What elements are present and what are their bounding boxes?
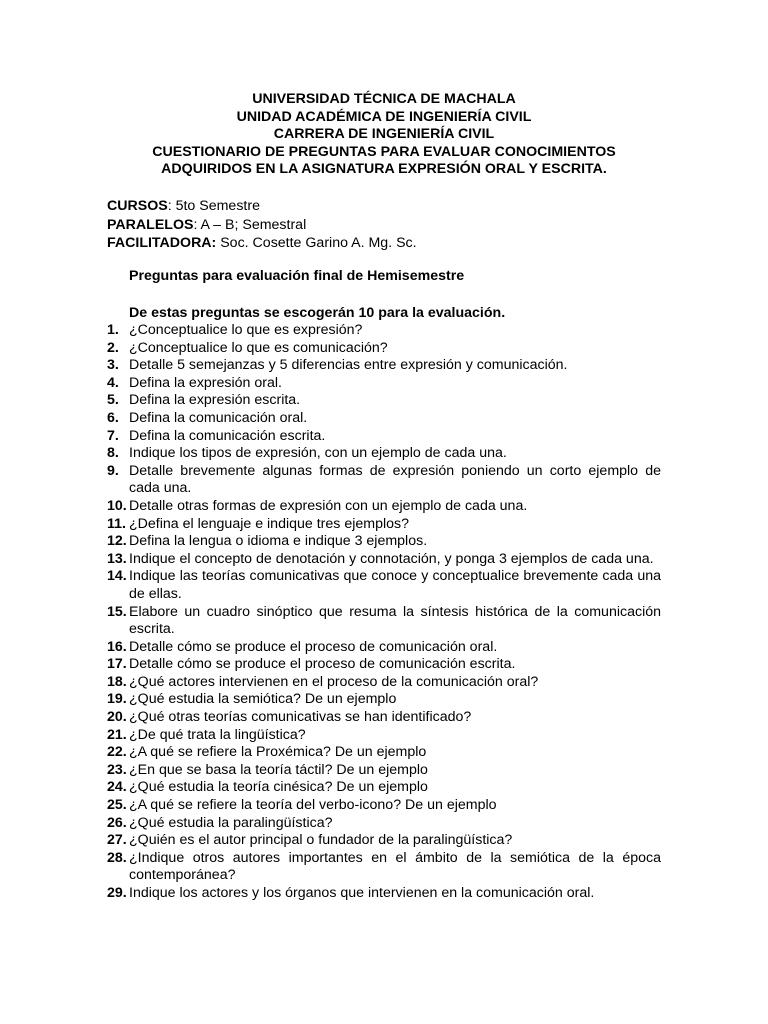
question-text: Indique los actores y los órganos que intervienen en la comunicación oral. [129, 885, 595, 901]
question-item [107, 551, 661, 569]
question-text: ¿Conceptualice lo que es comunicación? [129, 339, 388, 356]
question-number: 27. [107, 832, 127, 849]
question-number: 5. [107, 392, 119, 409]
facilitadora-value: Soc. Cosette Garino A. Mg. Sc. [216, 235, 417, 251]
question-item [107, 568, 661, 603]
cursos-line [107, 197, 417, 216]
document-header [90, 91, 678, 179]
question-text: ¿Qué estudia la semiótica? De un ejemplo [129, 691, 397, 708]
question-text: Defina la expresión oral. [129, 374, 282, 391]
question-item [107, 815, 661, 833]
question-text: ¿En que se basa la teoría táctil? De un ejemplo [129, 761, 428, 778]
question-number: 22. [107, 744, 127, 761]
question-item [107, 463, 661, 498]
question-text: ¿Quién es el autor principal o fundador de la paralingüística? [129, 832, 513, 849]
question-item [107, 445, 661, 463]
question-text: ¿De qué trata la lingüística? [129, 726, 306, 743]
evaluation-heading: Preguntas para evaluación final de Hemisemestre [129, 268, 465, 284]
question-item [107, 604, 661, 639]
question-list [107, 322, 661, 903]
question-number: 18. [107, 673, 127, 690]
question-item [107, 322, 661, 340]
course-info [107, 197, 417, 253]
header-academic-unit: UNIDAD ACADÉMICA DE INGENIERÍA CIVIL [236, 108, 532, 125]
question-text: ¿A qué se refiere la Proxémica? De un ejemplo [129, 744, 427, 761]
question-item [107, 340, 661, 358]
question-text: ¿Qué otras teorías comunicativas se han identificado? [129, 709, 472, 726]
question-number: 16. [107, 638, 127, 655]
question-text: ¿Qué estudia la paralingüística? [129, 814, 333, 831]
question-item [107, 498, 661, 516]
paralelos-value: : A – B; Semestral [193, 216, 307, 233]
question-item [107, 428, 661, 446]
question-text: ¿A qué se refiere la teoría del verbo-icono? De un ejemplo [129, 797, 497, 814]
question-item [107, 762, 661, 780]
question-number: 21. [107, 726, 127, 743]
question-number: 8. [107, 445, 119, 462]
question-number: 7. [107, 427, 119, 444]
question-number: 29. [107, 885, 127, 901]
question-item [107, 392, 661, 410]
question-text: ¿Indique otros autores importantes en el ámbito de la semiótica de la época contemporánea? [129, 849, 661, 884]
cursos-value: : 5to Semestre [167, 198, 260, 214]
question-item [107, 727, 661, 745]
question-number: 13. [107, 550, 127, 567]
question-item [107, 410, 661, 428]
question-text: Defina la comunicación oral. [129, 409, 308, 426]
question-number: 11. [107, 515, 126, 532]
facilitadora-label: FACILITADORA: [107, 235, 217, 251]
question-text: ¿Defina el lenguaje e indique tres ejemplos? [129, 515, 409, 532]
question-number: 25. [107, 797, 127, 814]
question-number: 6. [107, 409, 119, 426]
question-text: ¿Qué actores intervienen en el proceso de la comunicación oral? [129, 673, 539, 690]
paralelos-line [107, 216, 417, 235]
question-number: 9. [107, 462, 119, 479]
question-number: 4. [107, 374, 119, 391]
question-number: 3. [107, 357, 119, 374]
selection-note: De estas preguntas se escogerán 10 para la evaluación. [129, 305, 506, 321]
question-item [107, 691, 661, 709]
question-number: 14. [107, 568, 127, 585]
header-university: UNIVERSIDAD TÉCNICA DE MACHALA [252, 91, 516, 107]
question-text: Detalle cómo se produce el proceso de comunicación escrita. [129, 656, 516, 673]
paralelos-label: PARALELOS [107, 216, 194, 233]
question-text: Defina la lengua o idioma e indique 3 ejemplos. [129, 533, 428, 550]
question-number: 1. [107, 322, 119, 338]
header-title-line-2: ADQUIRIDOS EN LA ASIGNATURA EXPRESIÓN ORAL Y ESCRITA. [161, 161, 607, 178]
question-text: Detalle cómo se produce el proceso de comunicación oral. [129, 638, 498, 655]
question-item [107, 797, 661, 815]
question-item [107, 533, 661, 551]
question-item [107, 639, 661, 657]
question-item [107, 674, 661, 692]
question-text: ¿Qué estudia la teoría cinésica? De un ejemplo [129, 779, 428, 796]
question-text: Indique los tipos de expresión, con un ejemplo de cada una. [129, 445, 507, 462]
question-item [107, 709, 661, 727]
question-number: 2. [107, 339, 119, 356]
question-number: 28. [107, 849, 127, 866]
question-text: Elabore un cuadro sinóptico que resuma la síntesis histórica de la comunicación escrita. [129, 603, 661, 638]
question-text: ¿Conceptualice lo que es expresión? [129, 322, 363, 338]
question-text: Defina la comunicación escrita. [129, 427, 326, 444]
header-career: CARRERA DE INGENIERÍA CIVIL [273, 126, 495, 143]
question-item [107, 357, 661, 375]
question-item [107, 744, 661, 762]
question-item [107, 375, 661, 393]
question-text: Defina la expresión escrita. [129, 392, 301, 409]
question-text: Detalle 5 semejanzas y 5 diferencias entre expresión y comunicación. [129, 357, 568, 374]
question-number: 19. [107, 691, 127, 708]
question-text: Indique las teorías comunicativas que conoce y conceptualice brevemente cada una de ellas. [129, 568, 661, 602]
question-number: 20. [107, 709, 127, 726]
question-item [107, 779, 661, 797]
question-number: 23. [107, 761, 127, 778]
question-item [107, 516, 661, 534]
question-number: 26. [107, 814, 127, 831]
question-item [107, 656, 661, 674]
question-number: 24. [107, 779, 127, 796]
question-text: Detalle otras formas de expresión con un ejemplo de cada una. [129, 497, 528, 514]
cursos-label: CURSOS [107, 198, 168, 214]
question-number: 17. [107, 656, 127, 673]
question-number: 10. [107, 497, 127, 514]
header-title-line-1: CUESTIONARIO DE PREGUNTAS PARA EVALUAR CONOCIMIENTOS [152, 143, 616, 160]
facilitadora-line [107, 234, 417, 253]
question-number: 15. [107, 603, 127, 620]
question-text: Detalle brevemente algunas formas de expresión poniendo un corto ejemplo de cada una. [129, 462, 661, 497]
question-item [107, 850, 661, 885]
question-item [107, 885, 661, 903]
question-number: 12. [107, 533, 127, 550]
question-item [107, 832, 661, 850]
question-text: Indique el concepto de denotación y connotación, y ponga 3 ejemplos de cada una. [129, 550, 654, 567]
